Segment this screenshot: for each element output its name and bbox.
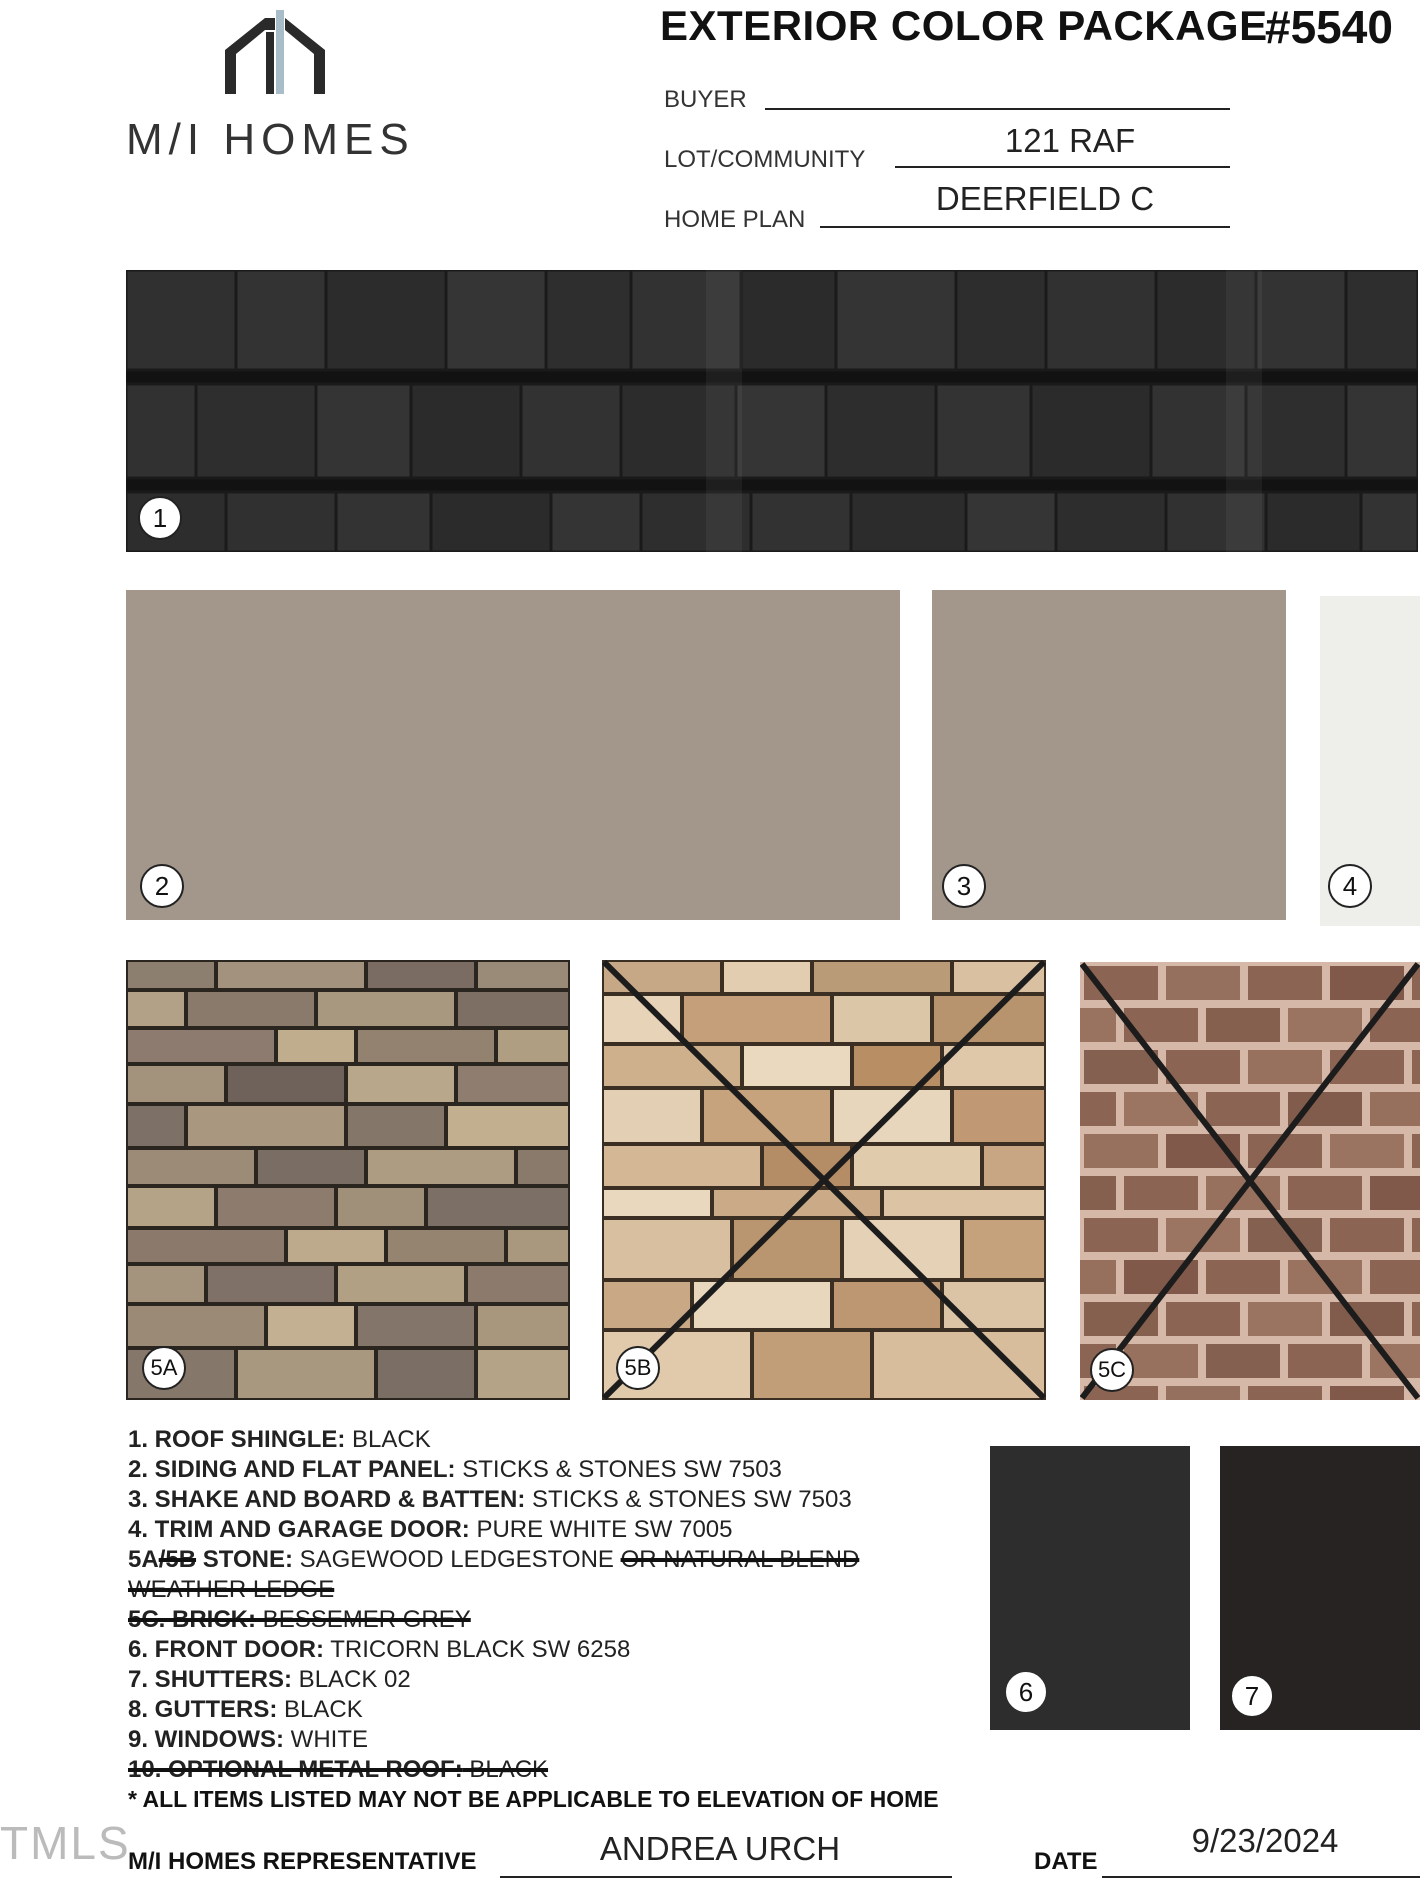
legend-item-shake: 3. SHAKE AND BOARD & BATTEN: STICKS & STONES SW 7503	[128, 1486, 852, 1513]
watermark: TMLS	[0, 1817, 131, 1869]
date-label: DATE	[1034, 1848, 1098, 1875]
ledgestone-texture	[126, 960, 570, 1400]
legend-item-front-door: 6. FRONT DOOR: TRICORN BLACK SW 6258	[128, 1636, 631, 1663]
stone-5a-swatch	[126, 960, 570, 1400]
representative-value: ANDREA URCH	[599, 1830, 841, 1867]
plan-label: HOME PLAN	[664, 206, 806, 233]
legend-item-stone-continued: WEATHER LEDGE	[128, 1576, 335, 1603]
buyer-line	[765, 108, 1230, 110]
legend-item-shutters: 7. SHUTTERS: BLACK 02	[128, 1666, 411, 1693]
color-legend	[128, 1425, 1008, 1785]
legend-item-brick: 5C. BRICK: BESSEMER GREY	[128, 1606, 471, 1633]
lot-value: 121 RAF	[1004, 122, 1136, 159]
representative-label: M/I HOMES REPRESENTATIVE	[128, 1848, 477, 1875]
trim-swatch	[1320, 596, 1420, 926]
legend-item-siding: 2. SIDING AND FLAT PANEL: STICKS & STONES SW 7503	[128, 1456, 782, 1483]
legend-item-stone: 5A/5B STONE: SAGEWOOD LEDGESTONE OR NATURAL BLEND	[128, 1546, 860, 1573]
plan-line	[820, 226, 1230, 228]
legend-item-roof-shingle: 1. ROOF SHINGLE: BLACK	[128, 1426, 431, 1453]
plan-value: DEERFIELD C	[935, 180, 1155, 217]
representative-line	[500, 1876, 952, 1878]
roof-shingle-swatch	[126, 270, 1418, 552]
brand-name: M/I HOMES	[126, 115, 415, 164]
lot-line	[895, 166, 1230, 168]
lot-label: LOT/COMMUNITY	[664, 146, 866, 173]
buyer-label: BUYER	[664, 86, 747, 113]
swatch-badge-2: 2	[140, 864, 184, 908]
crossed-out-icon	[1080, 962, 1420, 1400]
date-line	[1102, 1876, 1420, 1878]
page-title: EXTERIOR COLOR PACKAGE	[660, 2, 1268, 49]
swatch-badge-3: 3	[942, 864, 986, 908]
swatch-badge-5b: 5B	[616, 1346, 660, 1390]
brand-logo	[110, 10, 440, 170]
swatch-badge-7: 7	[1230, 1674, 1274, 1718]
swatch-badge-4: 4	[1328, 864, 1372, 908]
house-logo-icon	[220, 10, 330, 96]
siding-swatch	[126, 590, 900, 920]
stone-5b-swatch	[602, 960, 1046, 1400]
swatch-badge-5c: 5C	[1090, 1348, 1134, 1392]
brick-5c-swatch	[1080, 962, 1420, 1400]
applicability-note: * ALL ITEMS LISTED MAY NOT BE APPLICABLE TO ELEVATION OF HOME	[128, 1786, 939, 1812]
legend-item-trim: 4. TRIM AND GARAGE DOOR: PURE WHITE SW 7005	[128, 1516, 733, 1543]
date-value: 9/23/2024	[1191, 1822, 1339, 1859]
legend-item-metal-roof: 10. OPTIONAL METAL ROOF: BLACK	[128, 1756, 549, 1783]
swatch-badge-6: 6	[1004, 1670, 1048, 1714]
package-number: #5540	[1265, 1, 1393, 53]
crossed-out-icon	[602, 960, 1046, 1400]
shingle-texture	[126, 270, 1418, 552]
swatch-badge-1: 1	[138, 496, 182, 540]
shutters-swatch	[1220, 1446, 1420, 1730]
legend-item-windows: 9. WINDOWS: WHITE	[128, 1726, 368, 1753]
swatch-badge-5a: 5A	[142, 1346, 186, 1390]
front-door-swatch	[990, 1446, 1190, 1730]
legend-item-gutters: 8. GUTTERS: BLACK	[128, 1696, 363, 1723]
shake-swatch	[932, 590, 1286, 920]
